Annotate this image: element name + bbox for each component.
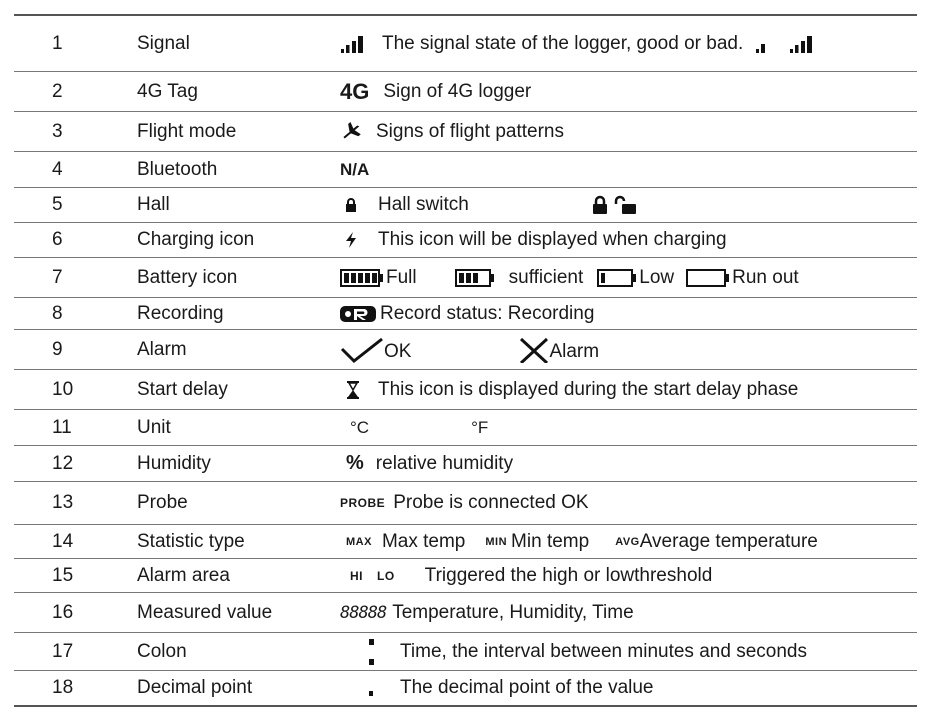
row-description-text: Temperature, Humidity, Time — [392, 601, 634, 623]
row-number: 5 — [52, 194, 63, 215]
row-description-text: Probe is connected OK — [393, 492, 589, 513]
signal-weak-icon — [755, 34, 769, 54]
alarm-alarm-label: Alarm — [549, 340, 600, 362]
avg-stat-label: Average temperature — [639, 530, 818, 552]
row-description-text: Triggered the high or lowthreshold — [424, 564, 713, 586]
lock-open-icon — [613, 195, 637, 215]
checkmark-icon — [340, 337, 384, 363]
row-description — [340, 379, 798, 401]
row-name: Alarm area — [137, 564, 230, 586]
battery-low-label: Low — [639, 266, 675, 288]
lock-icon — [344, 197, 358, 213]
table-row — [14, 559, 917, 593]
row-name: Statistic type — [137, 530, 245, 552]
battery-sufficient-label: sufficient — [508, 266, 584, 288]
row-description — [340, 33, 815, 55]
bluetooth-na-text: N/A — [340, 159, 370, 179]
table-row — [14, 188, 917, 223]
colon-icon — [368, 637, 376, 667]
hi-alarm-icon: HI — [350, 568, 363, 583]
row-description — [340, 194, 637, 216]
row-number: 1 — [52, 32, 63, 54]
table-row — [14, 72, 917, 112]
lightning-icon — [344, 231, 358, 249]
signal-bars-icon — [340, 34, 366, 54]
row-description-text: This icon will be displayed when charging — [378, 229, 727, 250]
table-row — [14, 525, 917, 559]
row-name: Colon — [137, 640, 187, 662]
lock-closed-icon — [591, 195, 609, 215]
row-number: 18 — [52, 677, 74, 698]
row-name: Charging icon — [137, 229, 255, 250]
icon-legend-table — [14, 14, 917, 707]
decimal-point-icon — [368, 678, 376, 698]
max-stat-label: Max temp — [381, 530, 466, 552]
row-description — [340, 637, 807, 667]
row-number: 11 — [52, 416, 72, 438]
table-row — [14, 152, 917, 188]
row-number: 3 — [52, 120, 63, 142]
row-name: Start delay — [137, 378, 228, 400]
row-number: 6 — [52, 229, 63, 250]
row-description — [340, 79, 531, 105]
row-description-text: The signal state of the logger, good or bad. — [382, 32, 744, 54]
row-number: 4 — [52, 158, 63, 180]
row-name: Bluetooth — [137, 158, 218, 180]
row-number: 13 — [52, 492, 74, 513]
table-row — [14, 223, 917, 258]
battery-empty-label: Run out — [732, 266, 799, 288]
row-description-text: Hall switch — [378, 194, 469, 215]
table-row — [14, 671, 917, 705]
table-row — [14, 446, 917, 482]
cross-icon — [519, 337, 549, 363]
lo-alarm-icon: LO — [377, 568, 395, 583]
table-row — [14, 370, 917, 410]
row-description — [340, 602, 634, 624]
4g-tag-icon: 4G — [340, 78, 370, 104]
table-row — [14, 330, 917, 370]
min-stat-icon: MIN — [485, 535, 508, 548]
row-name: Unit — [137, 416, 171, 438]
row-description — [340, 677, 654, 699]
battery-full-icon — [340, 268, 384, 288]
row-name: Probe — [137, 492, 188, 513]
max-stat-icon: MAX — [346, 535, 372, 548]
row-name: Signal — [137, 32, 190, 54]
table-bottom-rule — [14, 705, 917, 707]
row-description — [340, 452, 513, 475]
row-name: Humidity — [137, 452, 211, 474]
row-number: 10 — [52, 378, 74, 400]
row-description-text: Signs of flight patterns — [376, 120, 564, 142]
table-row — [14, 298, 917, 330]
record-icon — [340, 305, 376, 323]
row-description-text: The decimal point of the value — [400, 677, 654, 698]
row-description — [340, 267, 799, 289]
row-name: Battery icon — [137, 266, 238, 288]
row-number: 2 — [52, 80, 63, 102]
avg-stat-icon: AVG — [615, 535, 640, 548]
row-description-text: Sign of 4G logger — [383, 80, 532, 102]
row-name: Hall — [137, 194, 170, 215]
table-row — [14, 593, 917, 633]
row-description-text: Time, the interval between minutes and seconds — [400, 640, 807, 662]
row-description — [340, 160, 369, 180]
seven-segment-icon: 88888 — [340, 602, 387, 623]
row-name: 4G Tag — [137, 80, 198, 102]
row-name: Decimal point — [137, 677, 253, 698]
fahrenheit-unit-icon: °F — [471, 417, 489, 437]
row-description — [340, 492, 589, 514]
table-row — [14, 16, 917, 72]
row-number: 12 — [52, 452, 74, 474]
celsius-unit-icon: °C — [350, 417, 370, 437]
row-number: 14 — [52, 530, 74, 552]
alarm-ok-label: OK — [384, 340, 412, 362]
table-row — [14, 258, 917, 298]
row-name: Recording — [137, 302, 224, 324]
battery-low-icon — [597, 268, 637, 288]
percent-icon: % — [346, 452, 364, 474]
row-name: Flight mode — [137, 120, 237, 142]
battery-empty-icon — [686, 268, 730, 288]
row-description — [340, 121, 564, 143]
battery-sufficient-icon — [455, 268, 495, 288]
row-number: 16 — [52, 601, 74, 623]
row-description — [340, 531, 818, 553]
row-number: 17 — [52, 640, 74, 662]
table-row — [14, 112, 917, 152]
row-description — [340, 418, 488, 438]
airplane-icon — [340, 122, 362, 142]
min-stat-label: Min temp — [511, 530, 590, 552]
row-number: 7 — [52, 266, 63, 288]
probe-icon: PROBE — [340, 496, 386, 510]
row-description — [340, 565, 712, 587]
row-description — [340, 229, 727, 251]
battery-full-label: Full — [386, 266, 417, 288]
hourglass-icon — [346, 380, 360, 400]
row-description-text: This icon is displayed during the start delay phase — [378, 378, 799, 400]
row-description-text: relative humidity — [375, 452, 514, 474]
row-number: 8 — [52, 302, 63, 324]
row-number: 15 — [52, 564, 74, 586]
table-row — [14, 633, 917, 671]
table-row — [14, 482, 917, 525]
row-name: Measured value — [137, 601, 273, 623]
row-name: Alarm — [137, 338, 187, 360]
table-row — [14, 410, 917, 446]
row-number: 9 — [52, 338, 63, 360]
row-description — [340, 303, 594, 325]
signal-strong-icon — [789, 34, 815, 54]
row-description — [340, 337, 599, 363]
row-description-text: Record status: Recording — [380, 302, 595, 324]
